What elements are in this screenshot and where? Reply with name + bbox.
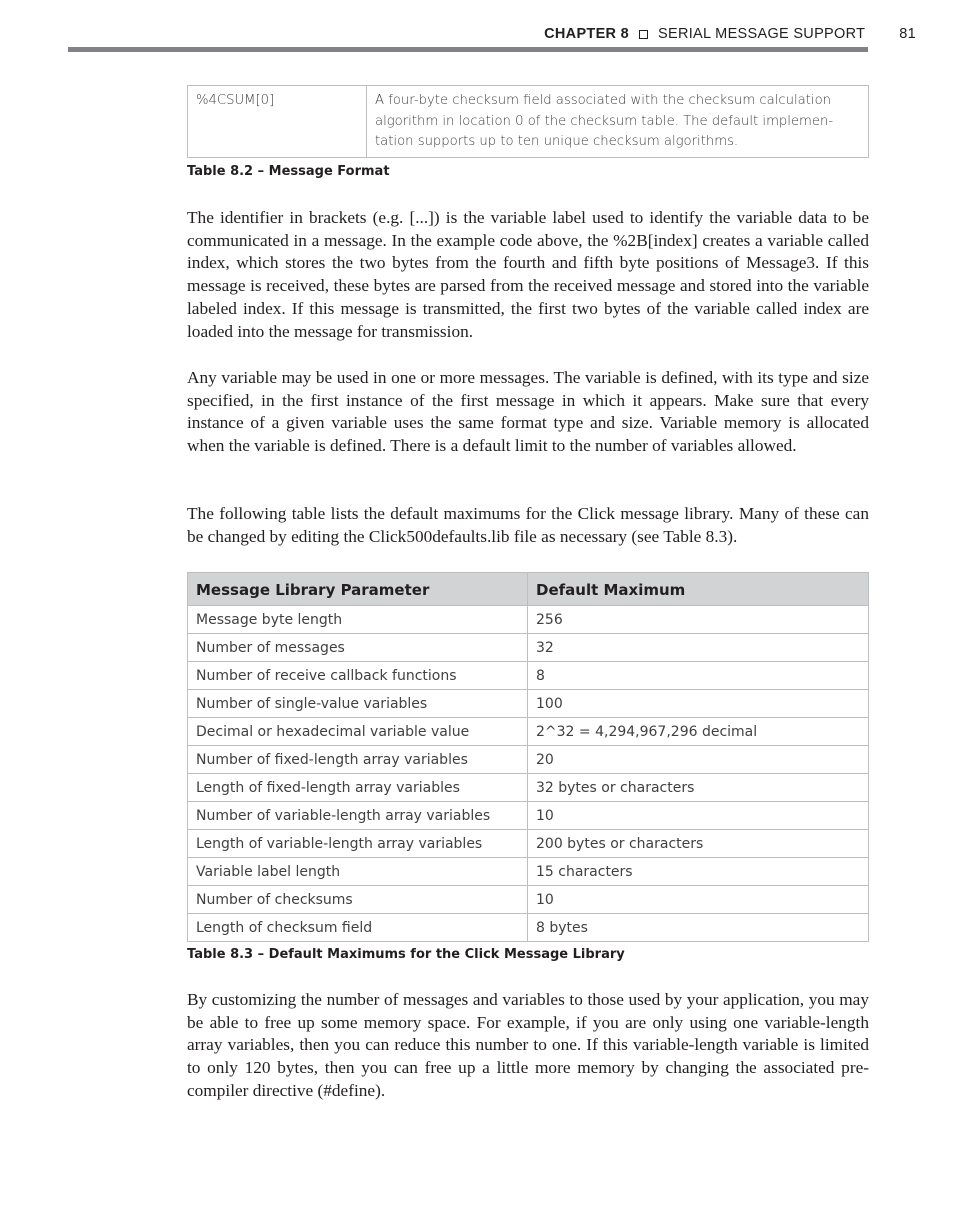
section-title: SERIAL MESSAGE SUPPORT — [658, 26, 866, 42]
table-row — [188, 802, 869, 830]
table-header-row — [188, 573, 869, 606]
value-cell: 100 — [528, 690, 869, 718]
table-row — [188, 86, 869, 158]
message-format-table — [187, 85, 869, 158]
parameter-cell: Length of checksum field — [188, 914, 528, 942]
value-cell: 20 — [528, 746, 869, 774]
table-row — [188, 634, 869, 662]
value-cell: 15 characters — [528, 858, 869, 886]
table-caption: Table 8.2 – Message Format — [187, 164, 390, 179]
value-cell: 10 — [528, 802, 869, 830]
paragraph: The identifier in brackets (e.g. [...]) is the variable label used to identify the variable data to be communicated in a message. In the example code above, the %2B[index] creates a variable called index, which stores the two bytes from the fourth and fifth byte positions of Message3. If this message is received, these bytes are parsed from the received message and stored into the variable labeled index. If this message is transmitted, the first two bytes of the variable called index are loaded into the message for transmission. — [187, 208, 869, 341]
parameter-cell: Number of checksums — [188, 886, 528, 914]
value-cell: 200 bytes or characters — [528, 830, 869, 858]
table-row — [188, 606, 869, 634]
value-cell: 32 bytes or characters — [528, 774, 869, 802]
parameter-cell: Message byte length — [188, 606, 528, 634]
table-row — [188, 718, 869, 746]
table-row — [188, 914, 869, 942]
separator-box-icon — [639, 30, 648, 39]
table-row — [188, 858, 869, 886]
table-caption: Table 8.3 – Default Maximums for the Click Message Library — [187, 947, 625, 962]
value-cell: 8 — [528, 662, 869, 690]
table-row — [188, 886, 869, 914]
table-row — [188, 830, 869, 858]
parameter-cell: Length of fixed-length array variables — [188, 774, 528, 802]
parameter-cell: Number of variable-length array variables — [188, 802, 528, 830]
parameter-cell: Length of variable-length array variables — [188, 830, 528, 858]
value-cell: 256 — [528, 606, 869, 634]
table-row — [188, 774, 869, 802]
running-head — [544, 26, 916, 42]
table-row — [188, 662, 869, 690]
parameter-cell: Number of single-value variables — [188, 690, 528, 718]
field-cell: %4CSUM[0] — [188, 86, 367, 158]
chapter-label: CHAPTER 8 — [544, 26, 630, 42]
header-rule — [68, 47, 868, 52]
table-row — [188, 746, 869, 774]
value-cell: 10 — [528, 886, 869, 914]
parameter-cell: Variable label length — [188, 858, 528, 886]
parameter-cell: Number of receive callback functions — [188, 662, 528, 690]
column-header: Default Maximum — [528, 573, 869, 606]
parameter-cell: Number of fixed-length array variables — [188, 746, 528, 774]
value-cell: 32 — [528, 634, 869, 662]
column-header: Message Library Parameter — [188, 573, 528, 606]
description-cell: A four-byte checksum field associated with the checksum calculation algorithm in location 0 of the checksum table. The default implemen-tation supports up to ten unique checksum algorithms. — [367, 86, 869, 158]
value-cell: 8 bytes — [528, 914, 869, 942]
parameter-cell: Number of messages — [188, 634, 528, 662]
default-maximums-table — [187, 572, 869, 942]
page-header — [0, 0, 954, 60]
page-number: 81 — [899, 26, 916, 42]
parameter-cell: Decimal or hexadecimal variable value — [188, 718, 528, 746]
paragraph: Any variable may be used in one or more messages. The variable is defined, with its type and size specified, in the first instance of the first message in which it appears. Make sure that every instance of a given variable uses the same format type and size. Variable memory is allocated when the variable is defined. There is a default limit to the number of variables allowed. — [187, 368, 869, 456]
paragraph: By customizing the number of messages and variables to those used by your application, you may be able to free up some memory space. For example, if you are only using one variable-length array variables, then you can reduce this number to one. If this variable-length variable is limited to only 120 bytes, then you can free up a little more memory by changing the associated pre-compiler directive (#define). — [187, 990, 869, 1100]
paragraph: The following table lists the default maximums for the Click message library. Many of these can be changed by editing the Click500defaults.lib file as necessary (see Table 8.3). — [187, 504, 869, 546]
table-row — [188, 690, 869, 718]
value-cell: 2^32 = 4,294,967,296 decimal — [528, 718, 869, 746]
